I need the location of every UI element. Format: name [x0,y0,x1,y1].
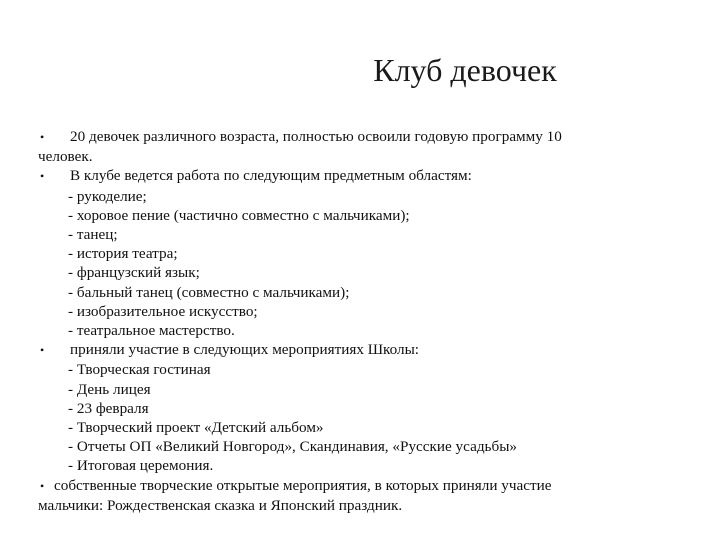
bullet-continuation: человек. [38,148,93,166]
bullet-item [38,340,668,475]
bullet-item [38,166,668,340]
slide-body [38,127,668,515]
sub-item: - День лицея [68,380,151,398]
bullet-text: приняли участие в следующих мероприятиях Школы: [70,341,420,359]
sub-item: - 23 февраля [68,399,149,417]
sub-item: - история театра; [68,245,178,263]
sub-item: - Творческая гостиная [68,361,211,379]
bullet-continuation: мальчики: Рождественская сказка и Японский праздник. [38,496,403,514]
sub-item: - хоровое пение (частично совместно с мальчиками); [68,206,410,224]
sub-item: - танец; [68,226,118,244]
bullet-dot-icon: • [40,169,45,184]
bullet-dot-icon: • [40,343,45,358]
bullet-text: 20 девочек различного возраста, полностью освоили годовую программу 10 [70,128,562,145]
bullet-item [38,127,668,166]
bullet-dot-icon: • [40,130,45,144]
sub-item: - бальный танец (совместно с мальчиками); [68,283,350,301]
sub-item: - рукоделие; [68,187,147,205]
sub-item: - Отчеты ОП «Великий Новгород», Скандинавия, «Русские усадьбы» [68,438,518,456]
slide-title: Клуб девочек [373,52,557,88]
sub-item: - театральное мастерство. [68,322,235,340]
sub-item: - Итоговая церемония. [68,457,214,475]
sub-item: - изобразительное искусство; [68,302,258,320]
sub-item: - французский язык; [68,264,200,282]
sub-item: - Творческий проект «Детский альбом» [68,419,324,437]
bullet-text: В клубе ведется работа по следующим предметным областям: [70,167,472,185]
bullet-text: собственные творческие открытые мероприятия, в которых приняли участие [54,476,552,494]
bullet-item [38,476,668,515]
bullet-dot-icon: • [40,478,45,493]
